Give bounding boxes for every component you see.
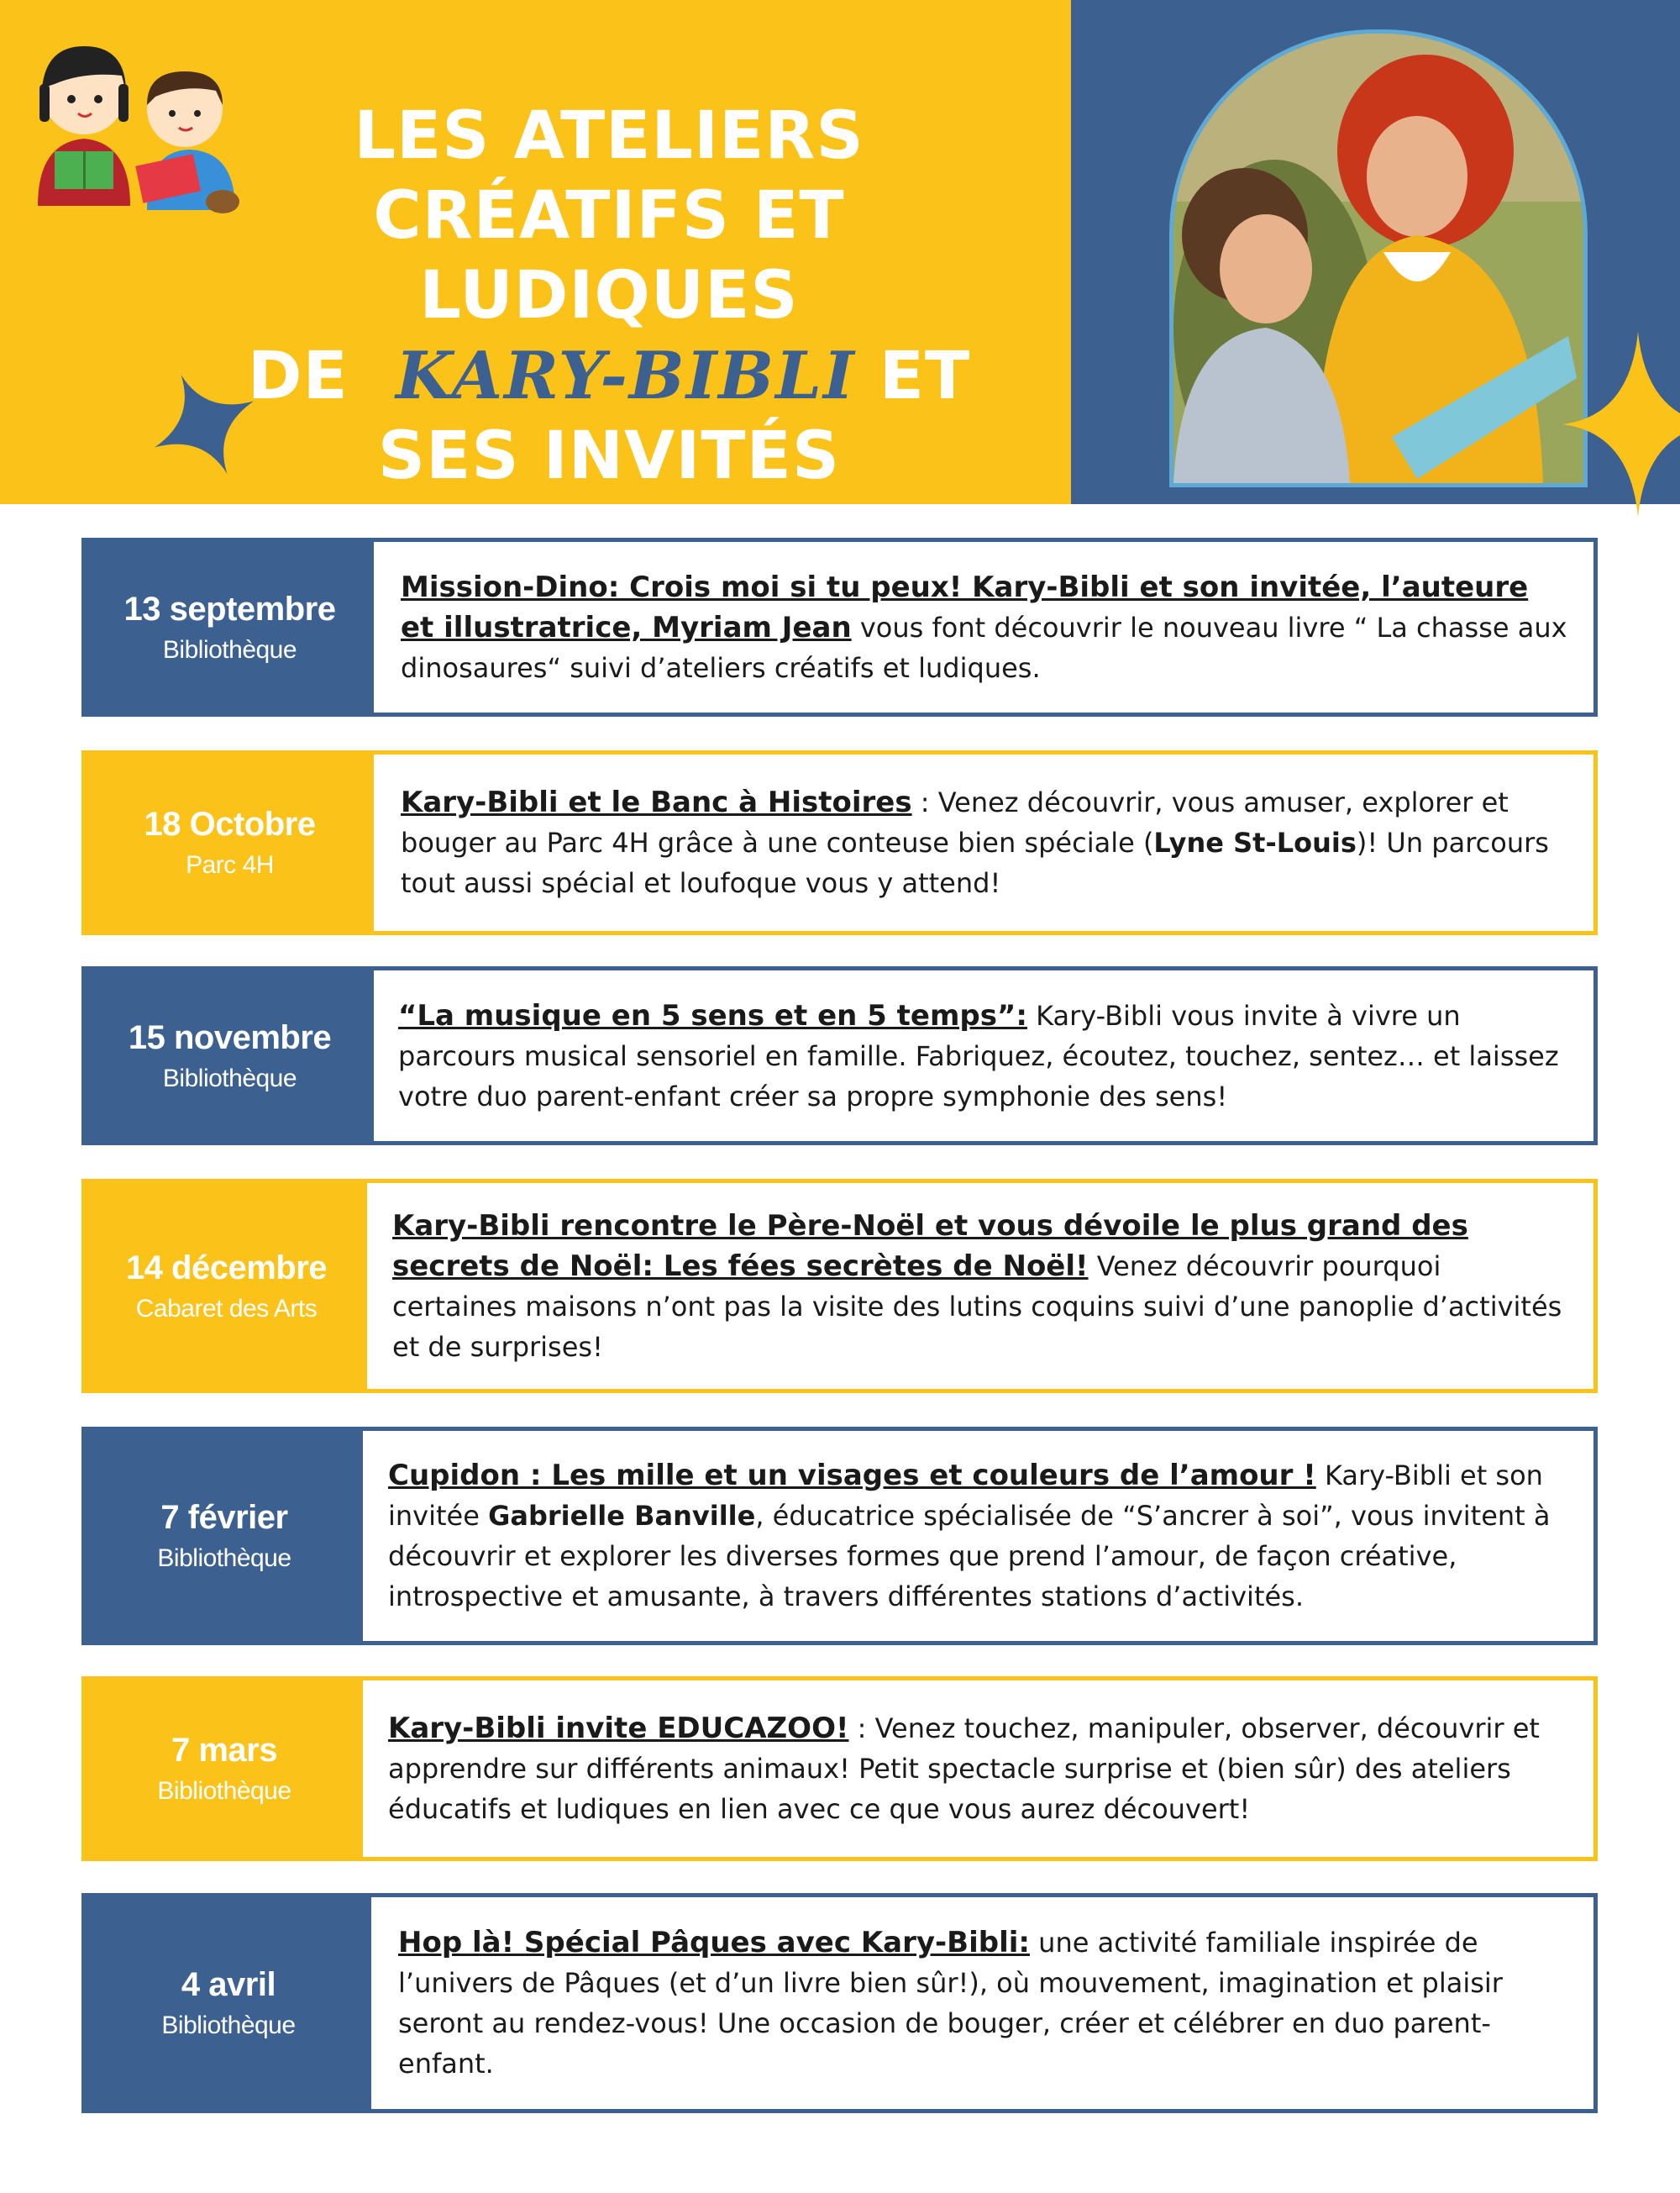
event-date: 14 décembre bbox=[125, 1249, 328, 1286]
event-date-box bbox=[86, 1431, 363, 1641]
event-row bbox=[81, 1893, 1598, 2113]
event-date-box bbox=[86, 1680, 363, 1857]
event-place: Bibliothèque bbox=[157, 1777, 291, 1805]
event-text: une activité familiale inspirée de l’univers de Pâques (et d’un livre bien sûr!), où mouvement, imagination et plaisir seront au rendez-vous! Une occasion de bouger, créer et célébrer en duo parent-enfant. bbox=[398, 1927, 1503, 2080]
event-row bbox=[81, 1427, 1598, 1645]
event-date: 7 mars bbox=[171, 1732, 277, 1769]
event-date-box bbox=[86, 755, 374, 931]
event-description: Kary-Bibli et le Banc à Histoires : Venez découvrir, vous amuser, explorer et bouger au Parc 4H grâce à une conteuse bien spéciale (Lyne St-Louis)! Un parcours tout aussi spécial et loufoque vous y attend! bbox=[401, 786, 1549, 899]
event-place: Bibliothèque bbox=[162, 1064, 297, 1092]
event-date-box bbox=[86, 542, 374, 713]
event-text: Venez découvrir pourquoi certaines maisons n’ont pas la visite des lutins coquins suivi d’une panoplie d’activités et de surprises! bbox=[392, 1249, 1562, 1363]
event-date-box bbox=[86, 970, 374, 1141]
event-date: 7 février bbox=[160, 1499, 288, 1536]
event-date-box bbox=[86, 1897, 371, 2109]
event-description bbox=[398, 970, 1568, 1141]
event-text: Kary-Bibli vous invite à vivre un parcours musical sensoriel en famille. Fabriquez, écoutez, touchez, sentez… et laissez votre duo parent-enfant créer sa propre symphonie des sens! bbox=[398, 999, 1559, 1112]
event-title: Kary-Bibli rencontre le Père-Noël et vous dévoile le plus grand des secrets de Noël: Les fées secrètes de Noël! bbox=[392, 1208, 1468, 1283]
event-title: Mission-Dino: Crois moi si tu peux! Kary-Bibli et son invitée, l’auteure et illustratrice, Myriam Jean bbox=[401, 570, 1529, 644]
event-place: Parc 4H bbox=[186, 851, 274, 879]
guest-name: Lyne St-Louis bbox=[1153, 827, 1357, 859]
event-title: Hop là! Spécial Pâques avec Kary-Bibli: bbox=[398, 1926, 1030, 1959]
event-row bbox=[81, 1676, 1598, 1861]
guest-name: Gabrielle Banville bbox=[488, 1500, 756, 1532]
event-title: Kary-Bibli invite EDUCAZOO! bbox=[388, 1712, 849, 1745]
brand-name: KARY-BIBLI bbox=[396, 338, 856, 414]
event-place: Cabaret des Arts bbox=[135, 1294, 318, 1323]
event-place: Bibliothèque bbox=[157, 1544, 291, 1572]
event-row bbox=[81, 538, 1598, 717]
event-date: 18 Octobre bbox=[144, 806, 316, 843]
event-row bbox=[81, 750, 1598, 935]
event-place: Bibliothèque bbox=[161, 2012, 296, 2039]
event-description: Cupidon : Les mille et un visages et couleurs de l’amour ! Kary-Bibli et son invitée Gabrielle Banville, éducatrice spécialisée de “S’ancrer à soi”, vous invitent à découvrir et explorer les diverses formes que prend l’amour, de façon créative, introspective et amusante, à travers différentes stations d’activités. bbox=[388, 1459, 1551, 1612]
event-description bbox=[392, 1183, 1568, 1389]
event-title: Kary-Bibli et le Banc à Histoires bbox=[401, 786, 912, 819]
event-title: “La musique en 5 sens et en 5 temps”: bbox=[398, 998, 1027, 1033]
kids-reading-icon bbox=[21, 25, 239, 218]
event-date: 13 septembre bbox=[123, 590, 336, 628]
event-date: 15 novembre bbox=[128, 1018, 332, 1056]
photo-mother-child bbox=[1169, 29, 1588, 487]
event-date: 4 avril bbox=[181, 1966, 276, 2003]
page-title: LES ATELIERS CRÉATIFS ET LUDIQUES DE KARY-BIBLI ET SES INVITÉS bbox=[247, 98, 971, 494]
event-date-box bbox=[86, 1183, 367, 1389]
star-icon bbox=[1562, 332, 1680, 517]
event-description bbox=[398, 1897, 1568, 2109]
event-text: vous font découvrir le nouveau livre “ La chasse aux dinosaures“ suivi d’ateliers créatifs et ludiques. bbox=[401, 611, 1567, 684]
event-description bbox=[388, 1680, 1568, 1857]
event-row bbox=[81, 1179, 1598, 1393]
event-text: : Venez touchez, manipuler, observer, découvrir et apprendre sur différents animaux! Petit spectacle surprise et (bien sûr) des ateliers éducatifs et ludiques en lien avec ce que vous aurez découvert! bbox=[388, 1712, 1540, 1825]
event-title: Cupidon : Les mille et un visages et couleurs de l’amour ! bbox=[388, 1459, 1316, 1492]
event-row bbox=[81, 966, 1598, 1145]
event-description bbox=[401, 542, 1568, 713]
event-place: Bibliothèque bbox=[162, 635, 297, 664]
